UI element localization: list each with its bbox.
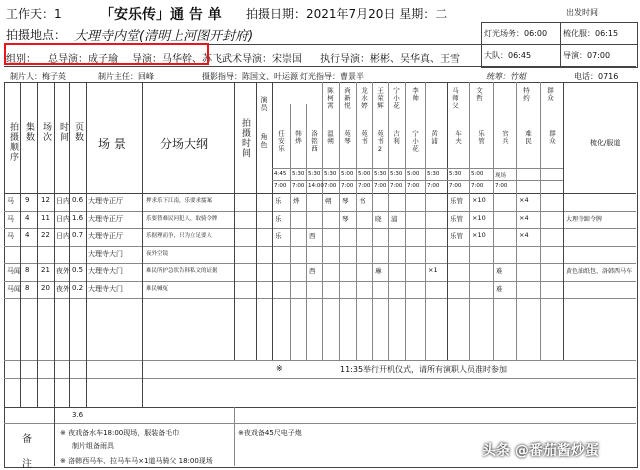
- role-name: 黄浦: [430, 130, 438, 145]
- row-order: 马闻: [7, 267, 21, 275]
- actor-name: 龙水婷: [360, 87, 368, 110]
- row-ep: 8: [25, 284, 30, 292]
- row-ep: 8: [25, 266, 30, 274]
- row-outline: 难民所护急状告韩私文的证据: [146, 268, 218, 274]
- opening-ceremony-notice: 11:35举行开机仪式，请所有演职人员准时参加: [340, 365, 508, 374]
- call-time-cell: 7:00: [390, 183, 403, 189]
- row-loc: 大理寺大门: [88, 250, 123, 258]
- row-order: 马闻: [7, 285, 21, 293]
- actor-name: 宁小花: [392, 87, 400, 110]
- director-call-time: 导演：07:00: [563, 51, 611, 60]
- actor-name: 马师父: [451, 87, 459, 110]
- row-outline: 押求乐下江南，乐要求擂案: [146, 198, 213, 204]
- row-loc: 大理寺正厅: [88, 215, 123, 223]
- producer: 制片人：梅子英: [10, 72, 66, 81]
- coordinator: 统筹：竹姐: [486, 72, 526, 81]
- cast-mark: 难: [496, 267, 503, 275]
- lighting-director: 灯光指导：曹景半: [300, 72, 364, 81]
- col-pages: 页数: [73, 122, 83, 142]
- role-name: 乐管: [477, 130, 485, 145]
- cast-mark: 晓: [375, 215, 382, 223]
- col-time: 时间: [58, 122, 68, 142]
- role-name: 苑琴: [343, 130, 351, 145]
- call-time-cell: 5:30: [449, 171, 462, 177]
- cast-mark: ×1: [428, 266, 438, 274]
- cast-mark: 书: [359, 197, 366, 205]
- role-name: 宁小花: [411, 130, 419, 153]
- cast-mark: ×4: [519, 214, 529, 222]
- watermark: 头条 @番茄酱炒蛋: [482, 443, 599, 459]
- call-time-cell: 7:00: [471, 183, 484, 189]
- cast-mark: 难: [496, 285, 503, 293]
- work-day: 工作天：1: [6, 7, 62, 21]
- cast-mark: ×4: [519, 231, 529, 239]
- phone: 电话：0716: [574, 72, 619, 81]
- call-time-cell: 7:00: [427, 183, 440, 189]
- call-time-cell: 5:30: [292, 171, 305, 177]
- remark-line-2: 制片组备雨具: [72, 442, 114, 450]
- notice-marker: ※: [276, 364, 283, 373]
- row-scene: 11: [41, 214, 50, 222]
- cast-mark: 西: [309, 267, 316, 275]
- call-time-cell: 7:00: [358, 183, 371, 189]
- row-pages: 0.7: [72, 231, 84, 239]
- cast-mark: 乐: [275, 232, 282, 240]
- makeup-call-time: 梳化服：06:15: [563, 29, 619, 38]
- production-manager: 制片主任：回峰: [98, 72, 154, 81]
- call-time-cell: 现场: [495, 173, 507, 179]
- row-order: 马: [7, 215, 14, 223]
- cast-mark: ×10: [472, 214, 486, 222]
- col-shoot-time: 拍摄时间: [240, 118, 250, 158]
- row-pages: 0.6: [72, 196, 84, 204]
- actor-name: 群众: [546, 87, 554, 102]
- row-time: 日内: [56, 197, 70, 205]
- col-episode: 集数: [24, 122, 34, 142]
- row-scene: 20: [41, 284, 50, 292]
- call-time-cell: 7:00: [374, 183, 387, 189]
- cast-mark: 西: [309, 232, 316, 240]
- page-title: 「安乐传」通 告 单: [100, 7, 222, 23]
- remarks-label-1: 备: [22, 434, 32, 445]
- remark-line-1: ※ 夜戏备水车18:00现场，服装备毛巾: [60, 429, 180, 437]
- call-time-cell: 5:00: [358, 171, 371, 177]
- highlight-box: [4, 43, 209, 65]
- call-time-cell: 7:00: [495, 183, 508, 189]
- total-pages: 3.6: [72, 411, 84, 419]
- row-ep: 9: [25, 196, 30, 204]
- cast-mark: ×10: [472, 196, 486, 204]
- cast-mark: 琴: [342, 197, 349, 205]
- col-scene: 场次: [41, 122, 51, 142]
- role-name: 吉利: [392, 130, 400, 145]
- row-time: 日内: [56, 215, 70, 223]
- row-time: 夜外: [56, 267, 70, 275]
- call-time-cell: 5:30: [308, 171, 321, 177]
- row-order: 马: [7, 197, 14, 205]
- cast-mark: 乐管: [450, 215, 463, 223]
- row-time: 夜外: [56, 285, 70, 293]
- row-order: 马: [7, 232, 14, 240]
- role-name: 车夫: [454, 130, 462, 145]
- row-note: 大理寺蹄令牌: [566, 216, 603, 223]
- cast-mark: 琴: [342, 215, 349, 223]
- row-pages: 0.2: [72, 284, 84, 292]
- call-time-cell: 5:00: [407, 171, 420, 177]
- row-ep: 4: [25, 214, 30, 222]
- call-time-cell: 5:30: [427, 171, 440, 177]
- row-outline: 乐据理而争，只为立足要人: [146, 233, 213, 239]
- actor-name: 特约: [522, 87, 530, 102]
- role-name: 温朔: [326, 130, 334, 145]
- executive-directors: 执行导演：彬彬、吴华真、王雪: [320, 54, 460, 65]
- shoot-date: 拍摄日期：2021年7月20日 星期：二: [246, 7, 448, 21]
- cast-mark: 烨: [293, 197, 300, 205]
- call-time-cell: 14:00: [308, 183, 324, 189]
- role-name: 苑书2: [376, 130, 384, 154]
- row-loc: 大理寺大门: [88, 267, 123, 275]
- light-call-time: 灯光场务：06:00: [484, 29, 548, 38]
- row-time: 日内: [56, 232, 70, 240]
- call-time-cell: 7:00: [292, 183, 305, 189]
- row-loc: 大理寺大门: [88, 285, 123, 293]
- call-time-cell: 5:00: [471, 171, 484, 177]
- call-time-cell: 7:00: [341, 183, 354, 189]
- cast-mark: 朔: [325, 197, 332, 205]
- role-name: 韩烨: [294, 130, 302, 145]
- cast-mark: 琳: [375, 267, 382, 275]
- crew-call-time: 大队：06:45: [484, 51, 532, 60]
- role-name: 官兵: [501, 130, 509, 145]
- col-role: 角色: [260, 133, 268, 149]
- cast-mark: ×4: [519, 196, 529, 204]
- actor-name: 王荣辉: [376, 87, 384, 110]
- role-name: 任安乐: [277, 130, 285, 153]
- row-ep: 4: [25, 231, 30, 239]
- cast-mark: 乐: [275, 197, 282, 205]
- col-actor: 演员: [260, 96, 268, 112]
- cast-mark: 乐: [275, 215, 282, 223]
- call-time-cell: 7:00: [407, 183, 420, 189]
- chief-director: 总导演：成子瑜: [48, 54, 118, 65]
- col-shoot-order: 拍摄顺序: [8, 122, 18, 162]
- call-time-cell: 5:30: [374, 171, 387, 177]
- row-note: 黄色油纸包、洛韩西马车: [566, 268, 633, 275]
- cast-mark: 乐管: [450, 232, 463, 240]
- location-value: 大理寺内堂(清明上河图开封府): [74, 29, 254, 44]
- call-time-cell: 4:45: [274, 171, 287, 177]
- row-pages: 0.5: [72, 266, 84, 274]
- row-outline: 乐要替难民问犯人，取骑令牌: [146, 216, 218, 222]
- col-location: 场 景: [98, 137, 126, 151]
- call-time-cell: 5:30: [324, 171, 337, 177]
- role-name: 苑书: [360, 130, 368, 145]
- remark-line-3: ※ 洛韩西马车、拉马车马×1道马骑父 18:00现场: [60, 457, 213, 465]
- row-scene: 12: [41, 196, 50, 204]
- directors: 导演：马华幹、苏飞: [132, 54, 222, 65]
- cast-mark: 浦: [391, 215, 398, 223]
- photography-director: 摄影指导：陈国文、叶运源: [202, 72, 298, 81]
- role-name: 洛铭西: [310, 130, 318, 153]
- cast-mark: ×10: [472, 231, 486, 239]
- depart-time-label: 出发时间: [566, 8, 598, 17]
- call-time-cell: 7:00: [324, 183, 337, 189]
- call-time-cell: 5:30: [390, 171, 403, 177]
- row-loc: 大理寺正厅: [88, 232, 123, 240]
- actor-name: 李帅: [411, 87, 419, 102]
- actor-name: 尚新悦: [343, 87, 351, 110]
- call-time-cell: 7:00: [449, 183, 462, 189]
- role-name: 难民: [524, 130, 532, 145]
- row-scene: 21: [41, 266, 50, 274]
- row-outline: 夜外空镜: [146, 251, 169, 257]
- location-label: 拍摄地点：: [6, 28, 67, 42]
- group-label: 组别：: [6, 54, 36, 65]
- call-time-cell: 7:00: [274, 183, 287, 189]
- row-loc: 大理寺正厅: [88, 197, 123, 205]
- call-time-cell: 5:00: [341, 171, 354, 177]
- remark-line-4: ※夜戏备45尺电子炮: [238, 429, 302, 437]
- row-pages: 1.6: [72, 214, 84, 222]
- cast-mark: 乐管: [450, 197, 463, 205]
- col-outline: 分场大纲: [160, 137, 209, 151]
- action-director: 武术导演：宋崇国: [222, 54, 302, 65]
- row-scene: 22: [41, 231, 50, 239]
- actor-name: 文哲: [475, 87, 483, 102]
- row-outline: 难民喊冤: [146, 286, 169, 292]
- col-makeup-note: 梳化/服道: [590, 139, 621, 147]
- actor-name: 陈柯霄: [326, 87, 334, 110]
- role-name: 群众: [548, 130, 556, 145]
- remarks-label-2: 注: [22, 459, 32, 470]
